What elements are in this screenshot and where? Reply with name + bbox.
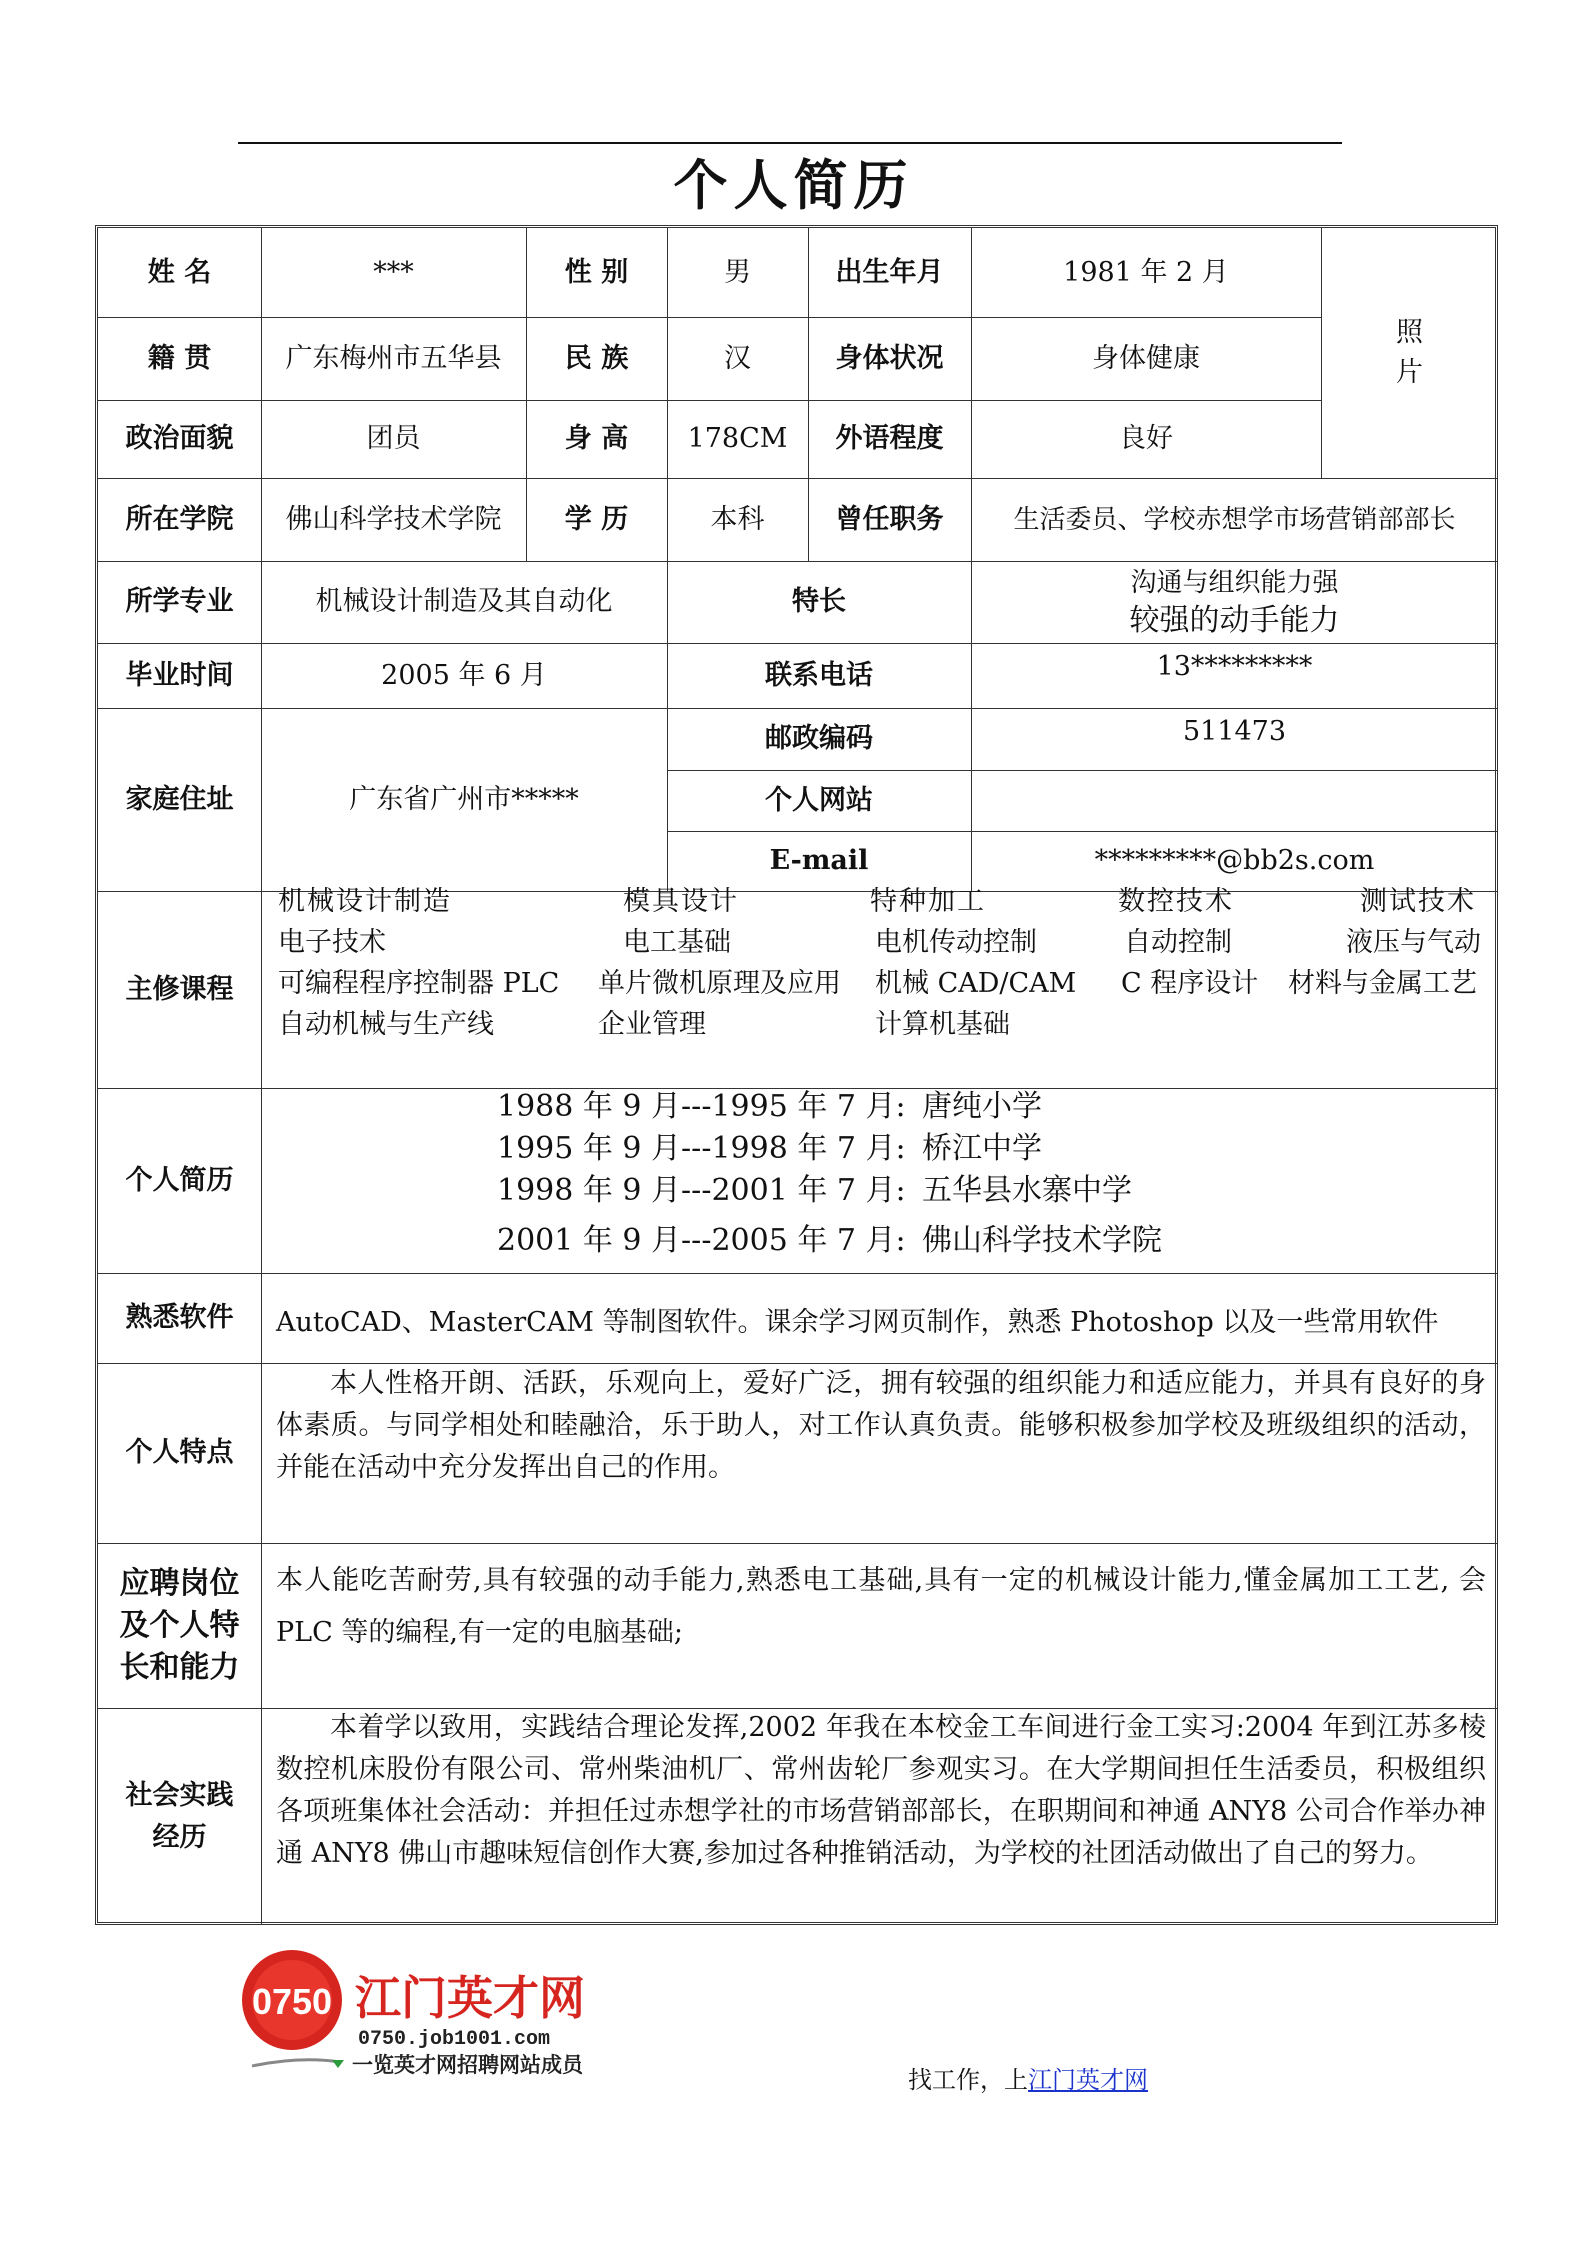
value-major: 机械设计制造及其自动化 bbox=[315, 586, 613, 617]
course-item: 电子技术 bbox=[278, 927, 386, 958]
value-college: 佛山科学技术学院 bbox=[285, 503, 502, 535]
resume-table bbox=[95, 225, 1498, 1925]
value-graduation: 2005 年 6 月 bbox=[381, 659, 547, 691]
value-native: 广东梅州市五华县 bbox=[285, 342, 502, 374]
course-item: 材料与金属工艺 bbox=[1288, 968, 1477, 999]
label-phone: 联系电话 bbox=[765, 659, 873, 691]
label-resume: 个人简历 bbox=[125, 1164, 234, 1196]
course-item: 计算机基础 bbox=[875, 1009, 1010, 1040]
label-degree: 学 历 bbox=[564, 503, 629, 535]
footer-text: 找工作，上 bbox=[908, 2066, 1028, 2094]
value-specialty bbox=[971, 561, 1498, 643]
course-item: 数控技术 bbox=[1118, 886, 1234, 917]
value-name: *** bbox=[373, 256, 414, 288]
value-political: 团员 bbox=[366, 423, 421, 454]
label-postcode: 邮政编码 bbox=[765, 723, 873, 754]
label-major: 所学专业 bbox=[125, 586, 234, 617]
label-email: E-mail bbox=[769, 845, 869, 876]
education-period: 1988 年 9 月---1995 年 7 月: bbox=[497, 1089, 906, 1124]
course-row bbox=[278, 1004, 1490, 1045]
course-row bbox=[278, 963, 1490, 1004]
course-item: 特种加工 bbox=[870, 886, 986, 917]
value-language: 良好 bbox=[1119, 423, 1173, 454]
footer bbox=[908, 2060, 1148, 2095]
education-row bbox=[497, 1086, 1042, 1128]
education-school: 五华县水寨中学 bbox=[922, 1173, 1132, 1208]
specialty-line-1: 沟通与组织能力强 bbox=[1130, 568, 1339, 598]
traits-text: 本人性格开朗、活跃，乐观向上，爱好广泛，拥有较强的组织能力和适应能力，并具有良好的身体素质。与同学相处和睦融洽，乐于助人，对工作认真负责。能够积极参加学校及班级组织的活动，并能在活动中充分发挥出自己的作用。 bbox=[276, 1368, 1486, 1483]
education-row bbox=[497, 1128, 1042, 1170]
course-item: 电机传动控制 bbox=[875, 927, 1037, 958]
site-logo bbox=[240, 1948, 640, 2088]
label-specialty: 特长 bbox=[792, 586, 846, 617]
course-item: 单片微机原理及应用 bbox=[598, 968, 841, 999]
label-height: 身 高 bbox=[564, 423, 629, 454]
education-period: 1998 年 9 月---2001 年 7 月: bbox=[497, 1173, 906, 1208]
value-height: 178CM bbox=[687, 423, 788, 454]
course-item: 自动机械与生产线 bbox=[278, 1009, 494, 1040]
value-postcode: 511473 bbox=[1182, 716, 1287, 747]
footer-link[interactable]: 江门英才网 bbox=[1028, 2066, 1148, 2094]
software-text: AutoCAD、MasterCAM 等制图软件。课余学习网页制作，熟悉 Photoshop 以及一些常用软件 bbox=[276, 1307, 1439, 1338]
logo-name: 江门英才网 bbox=[355, 1971, 585, 2025]
photo-placeholder bbox=[1321, 228, 1498, 478]
course-item: 可编程程序控制器 PLC bbox=[278, 968, 560, 999]
label-political: 政治面貌 bbox=[125, 423, 234, 454]
education-period: 1995 年 9 月---1998 年 7 月: bbox=[497, 1131, 906, 1166]
photo-text-2: 片 bbox=[1396, 357, 1423, 388]
course-item: 测试技术 bbox=[1360, 886, 1476, 917]
label-ethnicity: 民 族 bbox=[564, 342, 629, 374]
label-health: 身体状况 bbox=[835, 342, 944, 374]
value-ethnicity: 汉 bbox=[724, 342, 751, 374]
education-school: 唐纯小学 bbox=[922, 1089, 1042, 1124]
value-phone: 13********* bbox=[1156, 651, 1313, 682]
label-traits: 个人特点 bbox=[125, 1437, 234, 1468]
label-college: 所在学院 bbox=[125, 503, 234, 535]
top-rule bbox=[238, 142, 1342, 144]
course-item: 机械设计制造 bbox=[278, 886, 452, 917]
label-software: 熟悉软件 bbox=[125, 1302, 234, 1333]
label-address: 家庭住址 bbox=[125, 783, 234, 815]
logo-url: 0750.job1001.com bbox=[358, 2028, 551, 2051]
label-website: 个人网站 bbox=[765, 784, 873, 816]
value-email: *********@bb2s.com bbox=[1094, 845, 1375, 876]
value-health: 身体健康 bbox=[1092, 342, 1200, 374]
label-apply: 应聘岗位及个人特长和能力 bbox=[119, 1565, 240, 1685]
course-item: 机械 CAD/CAM bbox=[875, 968, 1077, 999]
label-graduation: 毕业时间 bbox=[125, 659, 234, 691]
label-gender: 性 别 bbox=[564, 256, 629, 288]
education-row bbox=[497, 1170, 1132, 1212]
course-item: 企业管理 bbox=[598, 1009, 706, 1040]
course-row bbox=[278, 922, 1490, 963]
logo-number: 0750 bbox=[251, 1981, 333, 2022]
label-native: 籍 贯 bbox=[147, 342, 212, 374]
photo-text-1: 照 bbox=[1396, 317, 1423, 348]
label-language: 外语程度 bbox=[835, 423, 944, 454]
course-item: 液压与气动 bbox=[1346, 927, 1481, 958]
course-row bbox=[278, 881, 1490, 922]
label-position: 曾任职务 bbox=[835, 503, 944, 535]
education-school: 桥江中学 bbox=[922, 1131, 1042, 1166]
logo-slogan: 一览英才网招聘网站成员 bbox=[352, 2053, 583, 2077]
practice-text: 本着学以致用，实践结合理论发挥,2002 年我在本校金工车间进行金工实习:2004 年到江苏多棱数控机床股份有限公司、常州柴油机厂、常州齿轮厂参观实习。在大学期间担任生活委员，积极组织各项班集体社会活动：并担任过赤想学社的市场营销部部长，在职期间和神通 ANY8 公司合作举办神通 ANY8 佛山市趣味短信创作大赛,参加过各种推销活动，为学校的社团活动做出了自己的努力。 bbox=[276, 1712, 1486, 1869]
value-position: 生活委员、学校赤想学市场营销部部长 bbox=[1013, 504, 1456, 535]
course-item: 模具设计 bbox=[623, 886, 739, 917]
value-address: 广东省广州市***** bbox=[349, 783, 579, 815]
value-gender: 男 bbox=[724, 256, 751, 288]
course-item: 电工基础 bbox=[623, 927, 731, 958]
label-practice: 社会实践经历 bbox=[125, 1779, 234, 1853]
value-website bbox=[971, 770, 1498, 831]
education-row bbox=[497, 1220, 1162, 1262]
value-birth: 1981 年 2 月 bbox=[1063, 256, 1229, 288]
label-birth: 出生年月 bbox=[835, 256, 944, 288]
label-name: 姓 名 bbox=[147, 256, 212, 288]
course-item: 自动控制 bbox=[1124, 927, 1232, 958]
education-school: 佛山科学技术学院 bbox=[922, 1223, 1162, 1258]
course-item: C 程序设计 bbox=[1121, 968, 1259, 999]
course-list bbox=[278, 881, 1490, 1045]
education-period: 2001 年 9 月---2005 年 7 月: bbox=[497, 1223, 906, 1258]
label-courses: 主修课程 bbox=[125, 973, 234, 1005]
specialty-line-2: 较强的动手能力 bbox=[1129, 603, 1340, 638]
value-degree: 本科 bbox=[710, 503, 765, 535]
page-title: 个人简历 bbox=[673, 153, 914, 217]
apply-text: 本人能吃苦耐劳,具有较强的动手能力,熟悉电工基础,具有一定的机械设计能力,懂金属加工工艺, 会 PLC 等的编程,有一定的电脑基础; bbox=[276, 1565, 1486, 1648]
